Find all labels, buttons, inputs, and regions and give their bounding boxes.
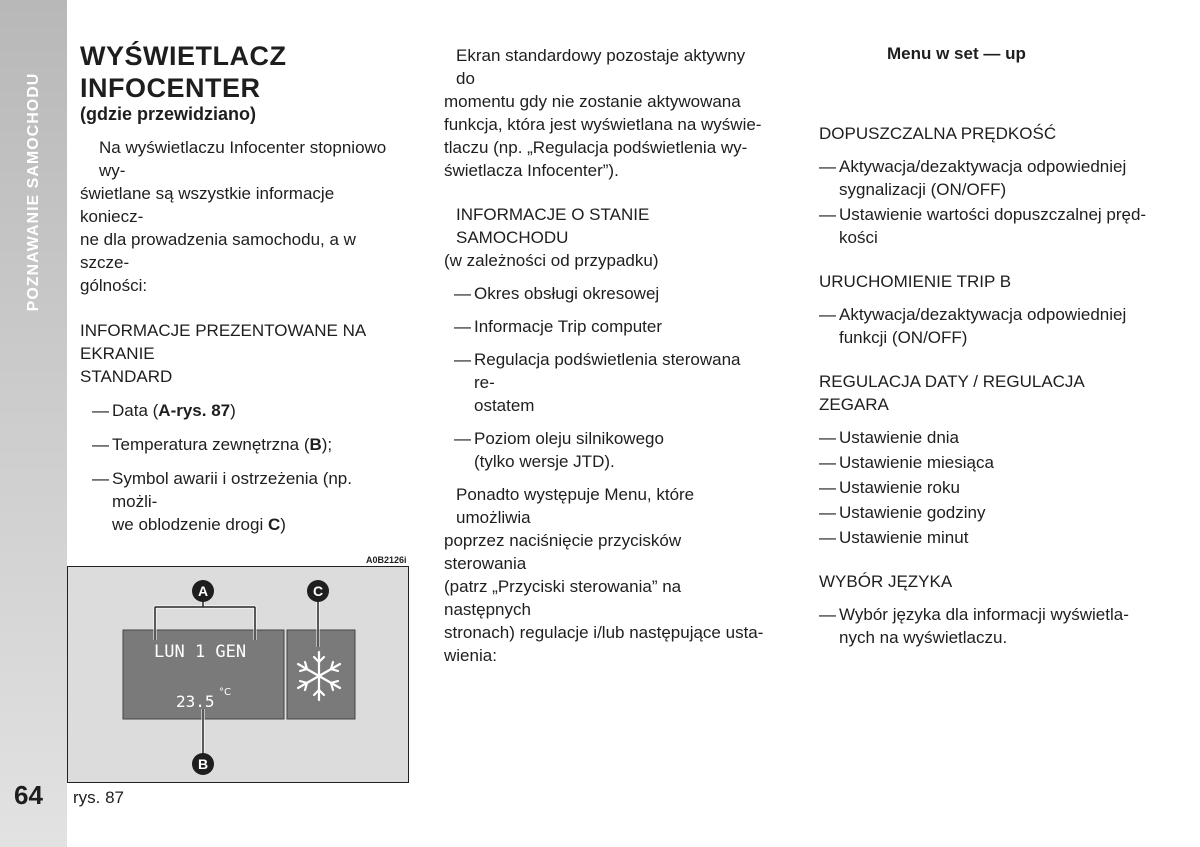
page-title: WYŚWIETLACZ INFOCENTER (80, 41, 287, 103)
side-tab (0, 0, 67, 847)
section-label: POZNAWANIE SAMOCHODU (25, 72, 42, 312)
page-subtitle: (gdzie przewidziano) (80, 104, 257, 124)
list-item: — Symbol awarii i ostrzeżenia (np. możli- we oblodzenie drogi C) (92, 467, 400, 536)
list-item: — Ustawienie miesiąca (819, 451, 1149, 474)
svg-text:B: B (197, 756, 209, 772)
section-heading: WYBÓR JĘZYKA (819, 572, 953, 591)
column-1 (80, 136, 400, 536)
callout-a-badge (192, 580, 214, 602)
intro-paragraph: Na wyświetlaczu Infocenter stopniowo wy- świetlane są wszystkie informacje koniecz- ne dla prowadzenia samochodu, a w szcze- gólności: (80, 138, 387, 295)
column-2 (444, 44, 764, 667)
paragraph: Ekran standardowy pozostaje aktywny do momentu gdy nie zostanie aktywowana funkcja, która jest wyświetlana na wyświe- tlaczu (np. „Regulacja podświetlenia wy- świetlacza Infocenter”). (444, 46, 762, 180)
section-heading: REGULACJA DATY / REGULACJA ZEGARA (819, 372, 1084, 414)
display-temp-text: 23.5 (176, 692, 215, 711)
status-heading: INFORMACJE O STANIE SAMOCHODU (w zależności od przypadku) (444, 205, 659, 270)
display-illustration (68, 567, 408, 782)
menu-heading: Menu w set — up (887, 44, 1026, 63)
svg-text:C: C (312, 583, 324, 599)
list-item: — Aktywacja/dezaktywacja odpowiedniej funkcji (ON/OFF) (819, 303, 1149, 349)
column-3 (819, 122, 1149, 649)
svg-text:A: A (197, 583, 209, 599)
list-item: — Regulacja podświetlenia sterowana re- ostatem (454, 348, 764, 417)
list-item: — Data (A-rys. 87) (92, 399, 400, 422)
callout-b-badge (192, 753, 214, 775)
list-item: — Informacje Trip computer (454, 315, 764, 338)
display-temp-unit: °C (219, 687, 231, 698)
list-item: — Ustawienie wartości dopuszczalnej pręd- kości (819, 203, 1149, 249)
list-item: — Okres obsługi okresowej (454, 282, 764, 305)
list-item: — Ustawienie minut (819, 526, 1149, 549)
callout-c-badge (307, 580, 329, 602)
infocenter-figure (67, 566, 409, 783)
list-item: — Ustawienie dnia (819, 426, 1149, 449)
section-heading: DOPUSZCZALNA PRĘDKOŚĆ (819, 124, 1057, 143)
figure-caption: rys. 87 (73, 788, 125, 807)
paragraph: Ponadto występuje Menu, które umożliwia poprzez naciśnięcie przycisków sterowania (patrz „Przyciski sterowania” na następnych stronach) regulacje i/lub następujące usta- wienia: (444, 485, 764, 665)
list-item: — Ustawienie roku (819, 476, 1149, 499)
list-item: — Temperatura zewnętrzna (B); (92, 433, 400, 456)
list-item: — Aktywacja/dezaktywacja odpowiedniej sygnalizacji (ON/OFF) (819, 155, 1149, 201)
list-item: — Wybór języka dla informacji wyświetla- nych na wyświetlaczu. (819, 603, 1149, 649)
section-heading: URUCHOMIENIE TRIP B (819, 272, 1012, 291)
page-number: 64 (14, 780, 43, 810)
figure-code: A0B2126i (366, 555, 407, 565)
display-date-text: LUN 1 GEN (154, 642, 247, 662)
standard-heading: INFORMACJE PREZENTOWANE NA EKRANIE STANDARD (80, 321, 366, 386)
list-item: — Poziom oleju silnikowego (tylko wersje JTD). (454, 427, 764, 473)
list-item: — Ustawienie godziny (819, 501, 1149, 524)
